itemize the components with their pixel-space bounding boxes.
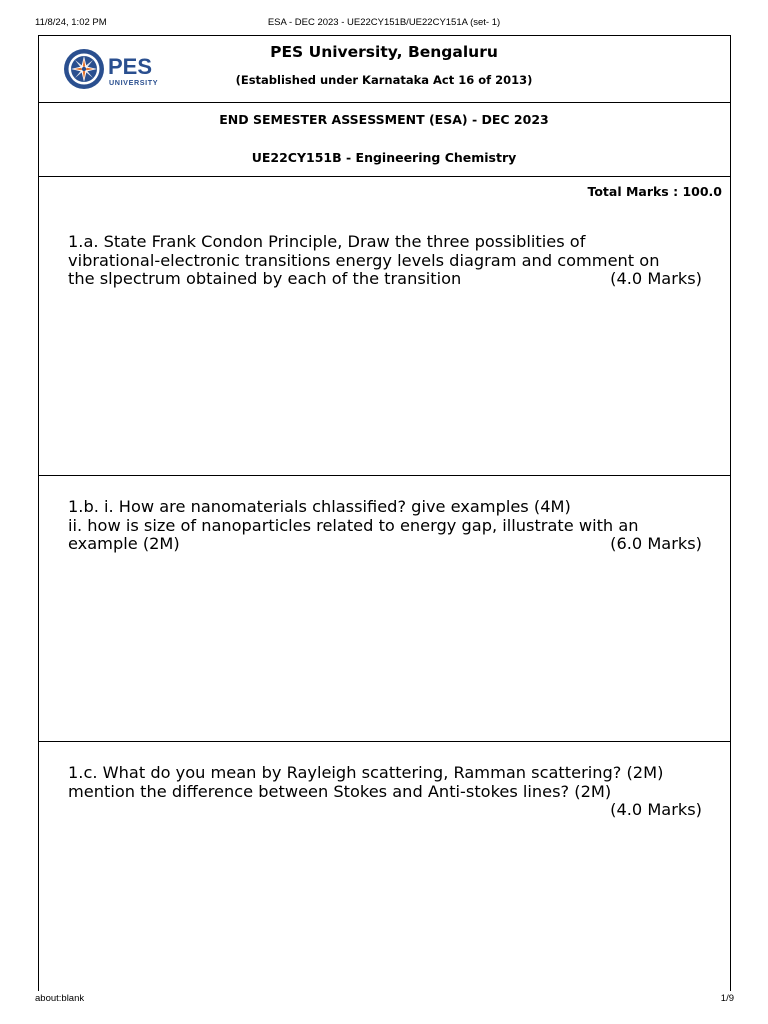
university-established: (Established under Karnataka Act 16 of 2013) xyxy=(235,73,533,87)
question-1a xyxy=(68,233,702,289)
question-marks: (4.0 Marks) xyxy=(610,269,702,289)
question-1b xyxy=(68,498,702,554)
exam-title: END SEMESTER ASSESSMENT (ESA) - DEC 2023 xyxy=(219,112,549,127)
print-footer xyxy=(0,993,768,1007)
logo-wordmark: PES xyxy=(108,54,153,79)
print-datetime: 11/8/24, 1:02 PM xyxy=(35,17,107,28)
question-line: the slpectrum obtained by each of the transition xyxy=(68,269,462,289)
course-title: UE22CY151B - Engineering Chemistry xyxy=(251,150,517,165)
question-line: example (2M) xyxy=(68,534,180,554)
question-line: 1.c. What do you mean by Rayleigh scattering, Ramman scattering? (2M) xyxy=(68,763,664,782)
question-marks: (4.0 Marks) xyxy=(610,800,702,820)
logo-subtext: UNIVERSITY xyxy=(109,78,159,87)
question-line: 1.b. i. How are nanomaterials chlassified? give examples (4M) xyxy=(68,497,571,516)
question-1c xyxy=(68,763,702,820)
total-marks: Total Marks : 100.0 xyxy=(587,184,722,199)
question-marks: (6.0 Marks) xyxy=(610,534,702,554)
print-doc-title: ESA - DEC 2023 - UE22CY151B/UE22CY151A (set- 1) xyxy=(267,17,501,28)
print-url: about:blank xyxy=(35,993,85,1004)
question-line: ii. how is size of nanoparticles related to energy gap, illustrate with an xyxy=(68,515,639,535)
question-line: mention the difference between Stokes and Anti-stokes lines? (2M) xyxy=(68,781,612,801)
page-number: 1/9 xyxy=(720,993,734,1004)
university-name: PES University, Bengaluru xyxy=(270,43,498,61)
question-line: vibrational-electronic transitions energy levels diagram and comment on xyxy=(68,250,660,270)
print-header xyxy=(0,17,768,31)
question-line: 1.a. State Frank Condon Principle, Draw the three possiblities of xyxy=(68,232,586,251)
